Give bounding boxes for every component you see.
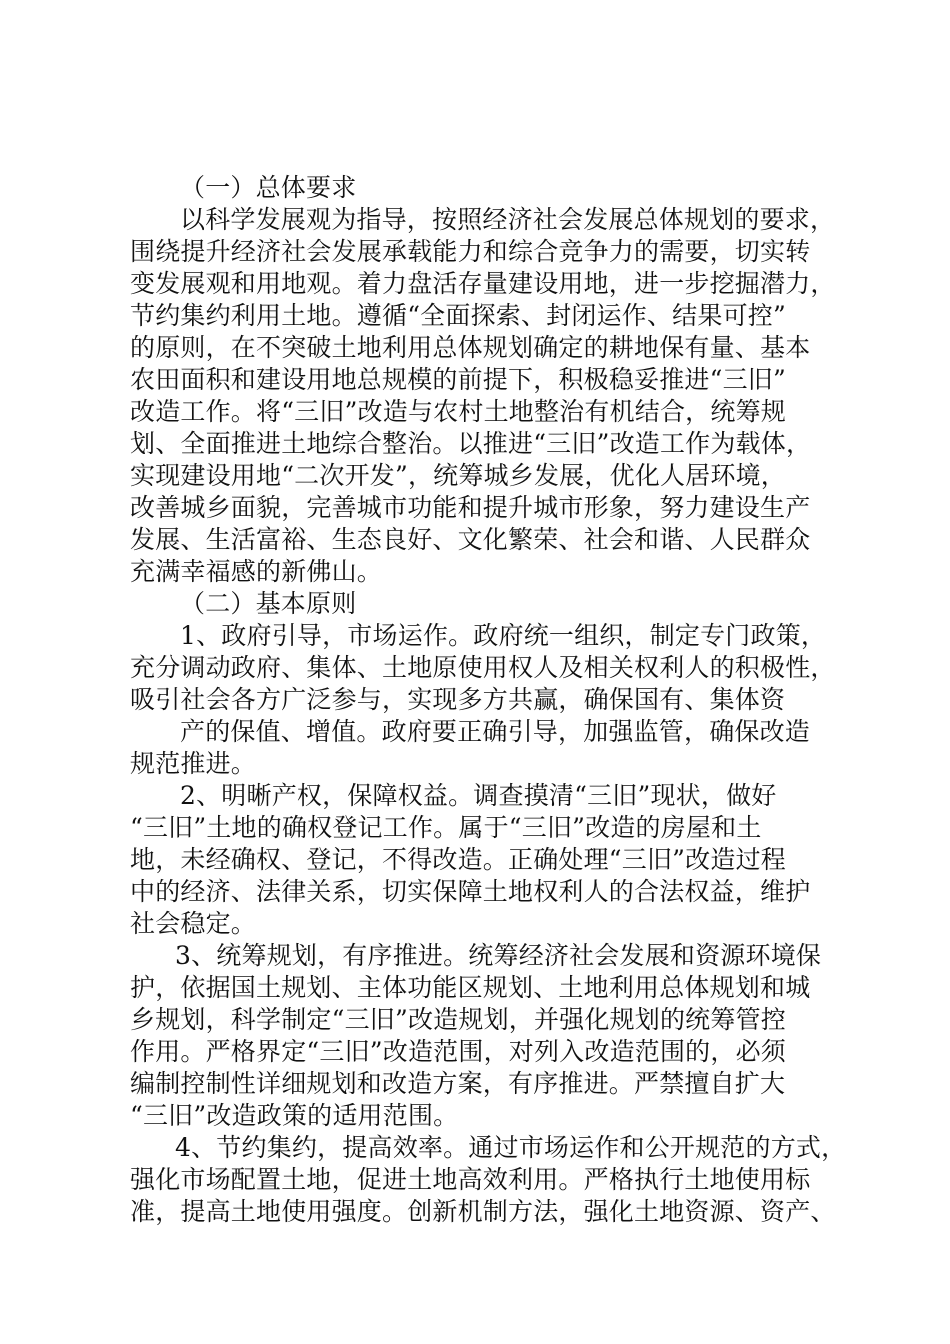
- paragraph-line: 中的经济、法律关系，切实保障土地权利人的合法权益，维护: [130, 877, 811, 906]
- paragraph-line: 产的保值、增值。政府要正确引导，加强监管，确保改造: [180, 717, 811, 746]
- paragraph-line: “三旧”改造政策的适用范围。: [130, 1101, 459, 1130]
- paragraph-line: 实现建设用地“二次开发”，统筹城乡发展，优化人居环境，: [130, 461, 786, 490]
- paragraph-line: 划、全面推进土地综合整治。以推进“三旧”改造工作为载体，: [130, 429, 812, 458]
- paragraph-line: 规范推进。: [130, 749, 257, 778]
- paragraph-line: 变发展观和用地观。着力盘活存量建设用地，进一步挖掘潜力，: [130, 269, 836, 298]
- paragraph-line: 乡规划，科学制定“三旧”改造规划，并强化规划的统筹管控: [130, 1005, 786, 1034]
- paragraph-line: 以科学发展观为指导，按照经济社会发展总体规划的要求，: [180, 205, 836, 234]
- paragraph-line: 护，依据国土规划、主体功能区规划、土地利用总体规划和城: [130, 973, 811, 1002]
- paragraph-line: “三旧”土地的确权登记工作。属于“三旧”改造的房屋和土: [130, 813, 762, 842]
- paragraph-line: 充满幸福感的新佛山。: [130, 557, 383, 586]
- paragraph-line: 编制控制性详细规划和改造方案，有序推进。严禁擅自扩大: [130, 1069, 786, 1098]
- paragraph-line: 4、节约集约，提高效率。通过市场运作和公开规范的方式，: [175, 1133, 847, 1162]
- paragraph-line: 改造工作。将“三旧”改造与农村土地整治有机结合，统筹规: [130, 397, 786, 426]
- paragraph-line: 2、明晰产权，保障权益。调查摸清“三旧”现状，做好: [180, 781, 777, 810]
- paragraph-line: 节约集约利用土地。遵循“全面探索、封闭运作、结果可控”: [130, 301, 786, 330]
- paragraph-line: 农田面积和建设用地总规模的前提下，积极稳妥推进“三旧”: [130, 365, 786, 394]
- paragraph-line: 地，未经确权、登记，不得改造。正确处理“三旧”改造过程: [130, 845, 786, 874]
- paragraph-line: 发展、生活富裕、生态良好、文化繁荣、社会和谐、人民群众: [130, 525, 811, 554]
- paragraph-line: 改善城乡面貌，完善城市功能和提升城市形象，努力建设生产: [130, 493, 811, 522]
- paragraph-line: 作用。严格界定“三旧”改造范围，对列入改造范围的，必须: [130, 1037, 786, 1066]
- paragraph-line: 吸引社会各方广泛参与，实现多方共赢，确保国有、集体资: [130, 685, 786, 714]
- paragraph-line: 充分调动政府、集体、土地原使用权人及相关权利人的积极性，: [130, 653, 836, 682]
- paragraph-line: 社会稳定。: [130, 909, 257, 938]
- paragraph-line: 围绕提升经济社会发展承载能力和综合竞争力的需要，切实转: [130, 237, 811, 266]
- paragraph-line: 3、统筹规划，有序推进。统筹经济社会发展和资源环境保: [175, 941, 822, 970]
- paragraph-line: 强化市场配置土地，促进土地高效利用。严格执行土地使用标: [130, 1165, 811, 1194]
- section-heading-overall-requirements: （一）总体要求: [180, 173, 357, 202]
- paragraph-line: 1、政府引导，市场运作。政府统一组织，制定专门政策，: [180, 621, 827, 650]
- section-heading-basic-principles: （二）基本原则: [180, 589, 357, 618]
- paragraph-line: 的原则，在不突破土地利用总体规划确定的耕地保有量、基本: [130, 333, 811, 362]
- paragraph-line: 准，提高土地使用强度。创新机制方法，强化土地资源、资产、: [130, 1197, 836, 1226]
